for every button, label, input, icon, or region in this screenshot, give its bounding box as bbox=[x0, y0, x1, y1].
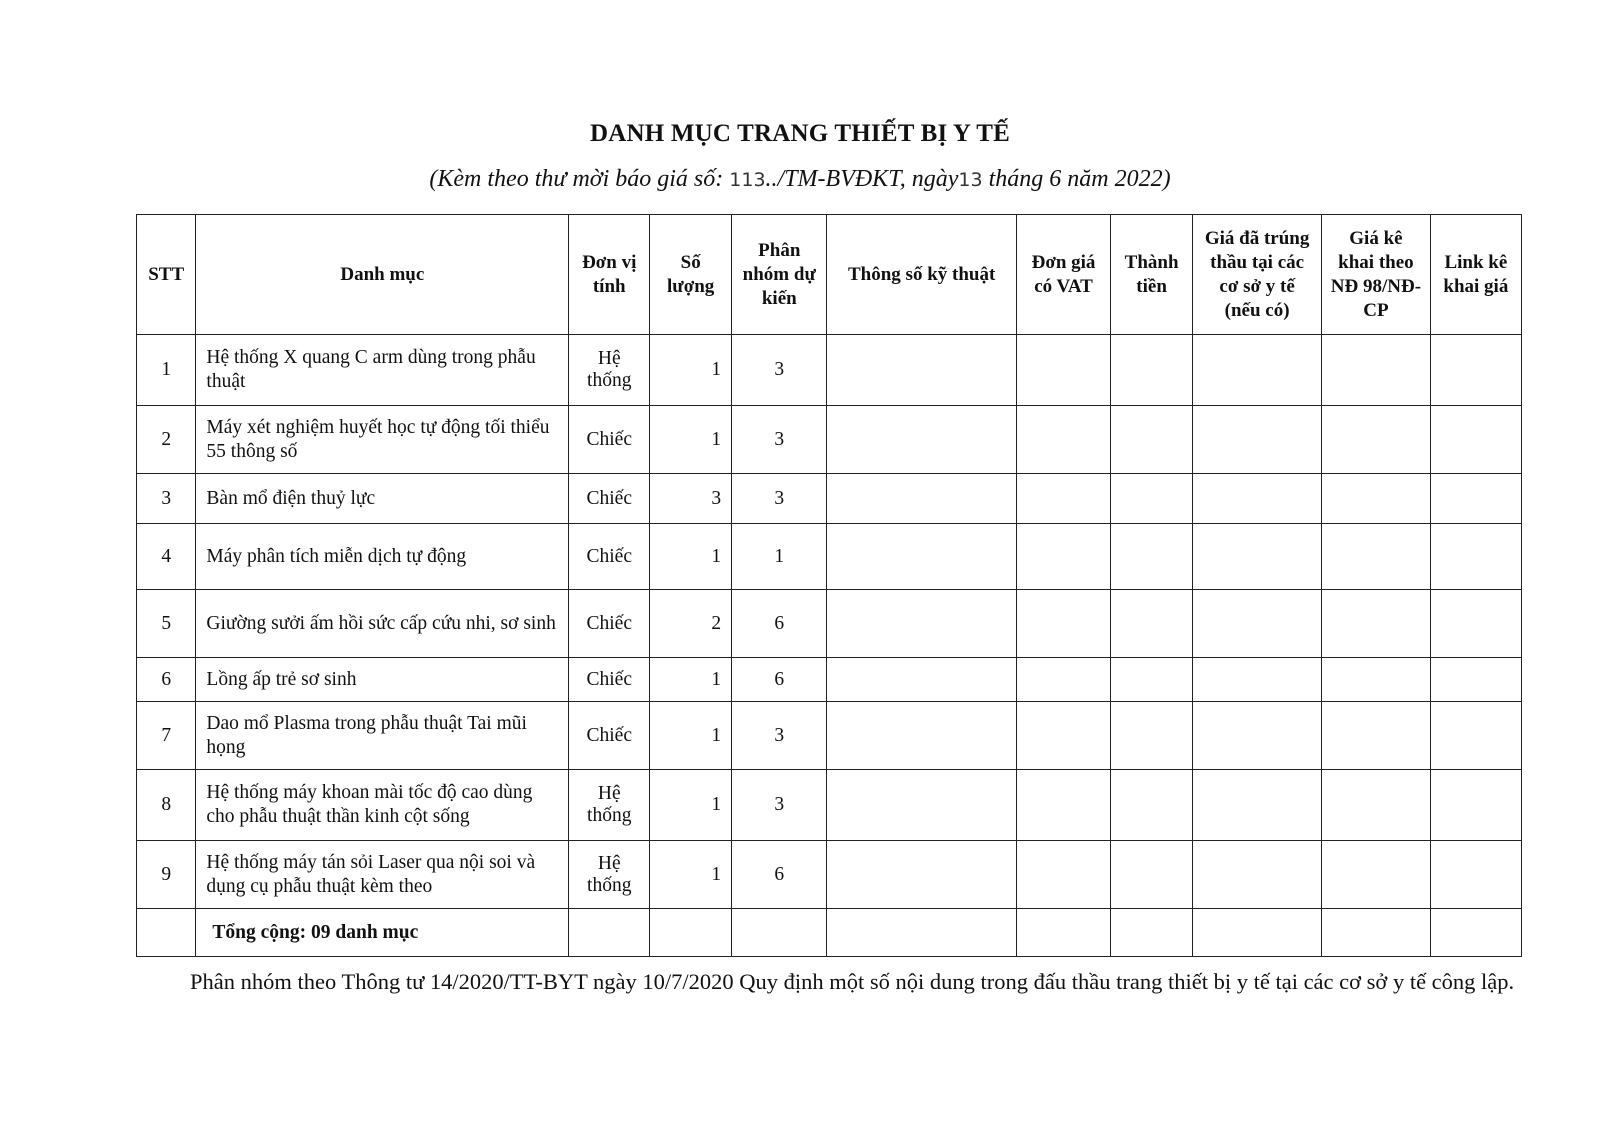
row-name: Hệ thống máy khoan mài tốc độ cao dùng cho phẫu thuật thần kinh cột sống bbox=[196, 770, 569, 841]
row-name: Bàn mổ điện thuỷ lực bbox=[196, 474, 569, 524]
row-name: Lồng ấp trẻ sơ sinh bbox=[196, 658, 569, 702]
row-empty-cell bbox=[1430, 702, 1521, 770]
table-row bbox=[137, 406, 1522, 474]
header-winning-price: Giá đã trúng thầu tại các cơ sở y tế (nếu có) bbox=[1193, 215, 1322, 335]
table-row bbox=[137, 590, 1522, 658]
row-empty-cell bbox=[1430, 909, 1521, 957]
row-stt: 4 bbox=[137, 524, 196, 590]
row-qty: 1 bbox=[650, 406, 732, 474]
invitation-day: 13 bbox=[958, 169, 983, 191]
row-empty-cell bbox=[1193, 590, 1322, 658]
row-empty-cell bbox=[1322, 406, 1431, 474]
table-row bbox=[137, 335, 1522, 406]
row-empty-cell bbox=[827, 841, 1017, 909]
row-empty-cell bbox=[1430, 658, 1521, 702]
row-empty-cell bbox=[650, 909, 732, 957]
row-empty-cell bbox=[1016, 406, 1110, 474]
header-name: Danh mục bbox=[196, 215, 569, 335]
table-row bbox=[137, 474, 1522, 524]
row-empty-cell bbox=[1016, 658, 1110, 702]
subtitle-middle: ../TM-BVĐKT, ngày bbox=[765, 166, 959, 192]
row-empty-cell bbox=[1430, 841, 1521, 909]
row-empty-cell bbox=[1111, 702, 1193, 770]
header-specs: Thông số kỹ thuật bbox=[827, 215, 1017, 335]
table-row bbox=[137, 770, 1522, 841]
row-empty-cell bbox=[1430, 406, 1521, 474]
row-empty-cell bbox=[1193, 335, 1322, 406]
row-stt: 8 bbox=[137, 770, 196, 841]
row-name: Hệ thống máy tán sỏi Laser qua nội soi và dụng cụ phẫu thuật kèm theo bbox=[196, 841, 569, 909]
row-empty-cell bbox=[1322, 335, 1431, 406]
row-empty-cell bbox=[1193, 770, 1322, 841]
row-empty-cell bbox=[827, 770, 1017, 841]
row-empty-cell bbox=[1111, 590, 1193, 658]
document-title: DANH MỤC TRANG THIẾT BỊ Y TẾ bbox=[589, 120, 1011, 147]
row-empty-cell bbox=[1322, 474, 1431, 524]
total-empty-stt bbox=[137, 909, 196, 957]
row-group: 3 bbox=[732, 335, 827, 406]
row-empty-cell bbox=[1016, 474, 1110, 524]
row-empty-cell bbox=[1430, 474, 1521, 524]
row-unit: Chiếc bbox=[569, 406, 650, 474]
row-group: 6 bbox=[732, 841, 827, 909]
row-name: Hệ thống X quang C arm dùng trong phẫu thuật bbox=[196, 335, 569, 406]
row-empty-cell bbox=[1430, 770, 1521, 841]
row-empty-cell bbox=[1016, 909, 1110, 957]
row-empty-cell bbox=[827, 590, 1017, 658]
row-empty-cell bbox=[1322, 841, 1431, 909]
row-empty-cell bbox=[1016, 841, 1110, 909]
row-name: Dao mổ Plasma trong phẫu thuật Tai mũi họng bbox=[196, 702, 569, 770]
table-total-row bbox=[137, 909, 1522, 957]
subtitle-suffix: tháng 6 năm 2022) bbox=[988, 166, 1171, 192]
row-qty: 1 bbox=[650, 524, 732, 590]
row-group: 3 bbox=[732, 702, 827, 770]
invitation-number: 113 bbox=[729, 169, 766, 191]
row-qty: 1 bbox=[650, 770, 732, 841]
row-qty: 1 bbox=[650, 702, 732, 770]
row-empty-cell bbox=[1193, 702, 1322, 770]
row-empty-cell bbox=[827, 406, 1017, 474]
row-empty-cell bbox=[1111, 770, 1193, 841]
header-declared-price: Giá kê khai theo NĐ 98/NĐ-CP bbox=[1322, 215, 1431, 335]
row-qty: 1 bbox=[650, 658, 732, 702]
row-empty-cell bbox=[1193, 841, 1322, 909]
row-empty-cell bbox=[1322, 702, 1431, 770]
row-unit: Hệ thống bbox=[569, 335, 650, 406]
row-empty-cell bbox=[1193, 524, 1322, 590]
row-empty-cell bbox=[1193, 406, 1322, 474]
row-group: 3 bbox=[732, 770, 827, 841]
total-label: Tổng cộng: 09 danh mục bbox=[196, 909, 569, 957]
row-empty-cell bbox=[1322, 770, 1431, 841]
row-empty-cell bbox=[1111, 658, 1193, 702]
subtitle-prefix: (Kèm theo thư mời báo giá số: bbox=[429, 166, 724, 192]
row-empty-cell bbox=[1430, 590, 1521, 658]
row-stt: 5 bbox=[137, 590, 196, 658]
row-stt: 2 bbox=[137, 406, 196, 474]
row-empty-cell bbox=[1016, 770, 1110, 841]
row-stt: 6 bbox=[137, 658, 196, 702]
row-unit: Hệ thống bbox=[569, 841, 650, 909]
row-empty-cell bbox=[1111, 474, 1193, 524]
row-empty-cell bbox=[1111, 909, 1193, 957]
row-empty-cell bbox=[1193, 658, 1322, 702]
row-empty-cell bbox=[1193, 474, 1322, 524]
equipment-table bbox=[136, 214, 1522, 957]
row-empty-cell bbox=[1111, 841, 1193, 909]
row-name: Máy phân tích miễn dịch tự động bbox=[196, 524, 569, 590]
row-name: Giường sưởi ấm hồi sức cấp cứu nhi, sơ sinh bbox=[196, 590, 569, 658]
row-stt: 7 bbox=[137, 702, 196, 770]
row-stt: 1 bbox=[137, 335, 196, 406]
row-empty-cell bbox=[1430, 524, 1521, 590]
row-empty-cell bbox=[1430, 335, 1521, 406]
row-empty-cell bbox=[1016, 335, 1110, 406]
header-price-link: Link kê khai giá bbox=[1430, 215, 1521, 335]
row-empty-cell bbox=[1111, 335, 1193, 406]
row-group: 6 bbox=[732, 590, 827, 658]
row-empty-cell bbox=[1016, 702, 1110, 770]
row-unit: Chiếc bbox=[569, 702, 650, 770]
row-empty-cell bbox=[1016, 590, 1110, 658]
header-total-price: Thành tiền bbox=[1111, 215, 1193, 335]
row-empty-cell bbox=[1322, 909, 1431, 957]
row-name: Máy xét nghiệm huyết học tự động tối thiểu 55 thông số bbox=[196, 406, 569, 474]
row-unit: Chiếc bbox=[569, 658, 650, 702]
header-quantity: Số lượng bbox=[650, 215, 732, 335]
row-empty-cell bbox=[569, 909, 650, 957]
row-empty-cell bbox=[1322, 658, 1431, 702]
row-stt: 3 bbox=[137, 474, 196, 524]
row-group: 3 bbox=[732, 406, 827, 474]
row-empty-cell bbox=[827, 909, 1017, 957]
header-stt: STT bbox=[137, 215, 196, 335]
row-empty-cell bbox=[1322, 590, 1431, 658]
table-row bbox=[137, 524, 1522, 590]
row-qty: 3 bbox=[650, 474, 732, 524]
table-row bbox=[137, 841, 1522, 909]
table-header-row bbox=[137, 215, 1522, 335]
row-empty-cell bbox=[827, 474, 1017, 524]
row-group: 1 bbox=[732, 524, 827, 590]
row-group: 6 bbox=[732, 658, 827, 702]
header-unit-price: Đơn giá có VAT bbox=[1016, 215, 1110, 335]
document-subtitle bbox=[0, 166, 1600, 193]
row-qty: 1 bbox=[650, 841, 732, 909]
row-group: 3 bbox=[732, 474, 827, 524]
row-unit: Chiếc bbox=[569, 524, 650, 590]
row-qty: 2 bbox=[650, 590, 732, 658]
row-empty-cell bbox=[1016, 524, 1110, 590]
row-empty-cell bbox=[827, 524, 1017, 590]
row-empty-cell bbox=[1111, 524, 1193, 590]
row-unit: Chiếc bbox=[569, 474, 650, 524]
footnote: Phân nhóm theo Thông tư 14/2020/TT-BYT ngày 10/7/2020 Quy định một số nội dung trong đấu thầu trang thiết bị y tế tại các cơ sở y tế công lập. bbox=[190, 969, 1515, 994]
table-row bbox=[137, 658, 1522, 702]
row-empty-cell bbox=[732, 909, 827, 957]
row-empty-cell bbox=[1322, 524, 1431, 590]
row-unit: Hệ thống bbox=[569, 770, 650, 841]
row-empty-cell bbox=[827, 335, 1017, 406]
row-empty-cell bbox=[1193, 909, 1322, 957]
row-empty-cell bbox=[1111, 406, 1193, 474]
row-qty: 1 bbox=[650, 335, 732, 406]
row-stt: 9 bbox=[137, 841, 196, 909]
table-row bbox=[137, 702, 1522, 770]
row-empty-cell bbox=[827, 702, 1017, 770]
header-unit: Đơn vị tính bbox=[569, 215, 650, 335]
row-unit: Chiếc bbox=[569, 590, 650, 658]
header-group: Phân nhóm dự kiến bbox=[732, 215, 827, 335]
row-empty-cell bbox=[827, 658, 1017, 702]
